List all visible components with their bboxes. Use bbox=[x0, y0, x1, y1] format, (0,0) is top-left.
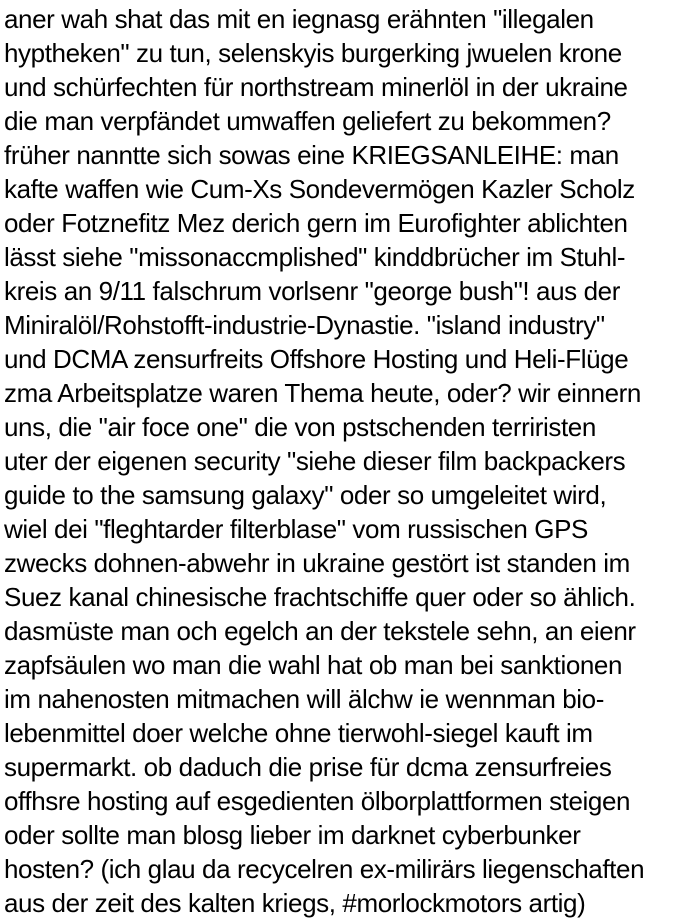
text-line: im nahenosten mitmachen will älchw ie wennman bio- bbox=[4, 684, 604, 714]
text-line: hyptheken" zu tun, selenskyis burgerking jwuelen krone bbox=[4, 38, 622, 68]
text-line: kreis an 9/11 falschrum vorlsenr "george bush"! aus der bbox=[4, 276, 620, 306]
text-line: die man verpfändet umwaffen geliefert zu bekommen? bbox=[4, 106, 611, 136]
text-line: kafte waffen wie Cum-Xs Sondevermögen Kazler Scholz bbox=[4, 174, 635, 204]
text-line: hosten? (ich glau da recycelren ex-milirärs liegenschaften bbox=[4, 854, 645, 884]
text-line: zwecks dohnen-abwehr in ukraine gestört ist standen im bbox=[4, 548, 630, 578]
text-line: lässt siehe "missonaccmplished" kinddbrücher im Stuhl- bbox=[4, 242, 626, 272]
text-line: zma Arbeitsplatze waren Thema heute, oder? wir einnern bbox=[4, 378, 641, 408]
text-line: lebenmittel doer welche ohne tierwohl-siegel kauft im bbox=[4, 718, 593, 748]
text-line: zapfsäulen wo man die wahl hat ob man bei sanktionen bbox=[4, 650, 623, 680]
text-line: Suez kanal chinesische frachtschiffe quer oder so ählich. bbox=[4, 582, 636, 612]
text-line: und schürfechten für northstream minerlöl in der ukraine bbox=[4, 72, 628, 102]
text-line: wiel dei "fleghtarder filterblase" vom russischen GPS bbox=[4, 514, 588, 544]
text-line: offhsre hosting auf esgedienten ölborplattformen steigen bbox=[4, 786, 631, 816]
text-line: aner wah shat das mit en iegnasg erähnten "illegalen bbox=[4, 4, 594, 34]
text-line: Miniralöl/Rohstofft-industrie-Dynastie. "island industry" bbox=[4, 310, 605, 340]
text-line: oder Fotznefitz Mez derich gern im Eurofighter ablichten bbox=[4, 208, 628, 238]
paragraph-text-block bbox=[4, 2, 684, 920]
text-line: supermarkt. ob daduch die prise für dcma zensurfreies bbox=[4, 752, 612, 782]
text-line: und DCMA zensurfreits Offshore Hosting und Heli-Flüge bbox=[4, 344, 629, 374]
text-line: oder sollte man blosg lieber im darknet cyberbunker bbox=[4, 820, 581, 850]
text-line: guide to the samsung galaxy" oder so umgeleitet wird, bbox=[4, 480, 607, 510]
text-line: uns, die "air foce one" die von pstschenden terriristen bbox=[4, 412, 596, 442]
text-line: aus der zeit des kalten kriegs, #morlockmotors artig) bbox=[4, 888, 586, 918]
text-line: dasmüste man och egelch an der tekstele sehn, an eienr bbox=[4, 616, 636, 646]
text-line: früher nanntte sich sowas eine KRIEGSANLEIHE: man bbox=[4, 140, 619, 170]
text-line: uter der eigenen security "siehe dieser film backpackers bbox=[4, 446, 626, 476]
